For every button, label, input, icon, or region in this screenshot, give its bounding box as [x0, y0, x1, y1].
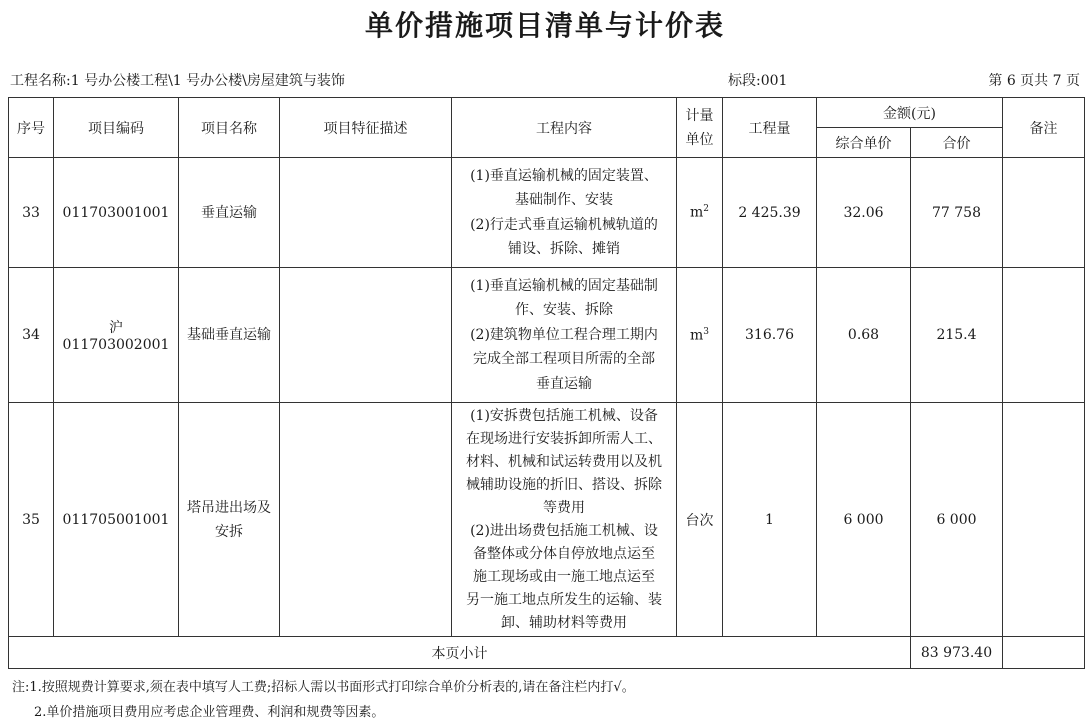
row-code: 沪 011703002001 — [54, 268, 179, 403]
content-line: 械辅助设施的折旧、搭设、拆除 — [466, 476, 662, 493]
row-seq: 33 — [9, 158, 54, 268]
row-remarks — [1003, 268, 1085, 403]
header-code: 项目编码 — [54, 98, 179, 158]
row-seq: 35 — [9, 403, 54, 637]
table-row — [9, 158, 1085, 268]
row-content — [452, 268, 677, 403]
section-label: 标段:001 — [728, 73, 788, 89]
row-unit-price: 6 000 — [817, 403, 911, 637]
table-row — [9, 268, 1085, 403]
row-code: 011705001001 — [54, 403, 179, 637]
note-2: 2.单价措施项目费用应考虑企业管理费、利润和规费等因素。 — [34, 705, 385, 720]
unit-base: m — [689, 327, 704, 344]
subtotal-label: 本页小计 — [9, 637, 911, 669]
unit-superscript: 3 — [703, 326, 709, 337]
content-line: (1)垂直运输机械的固定装置、 — [470, 167, 658, 184]
header-row-1 — [9, 98, 1085, 128]
header-amount: 金额(元) — [817, 98, 1003, 128]
content-line: 完成全部工程项目所需的全部 — [473, 351, 655, 368]
content-line: 施工现场或由一施工地点运至 — [473, 568, 655, 585]
page-number: 第 6 页共 7 页 — [988, 73, 1080, 89]
row-name: 垂直运输 — [179, 158, 280, 268]
row-code: 011703001001 — [54, 158, 179, 268]
header-unit-line1: 计量 — [685, 107, 714, 124]
content-line: 备整体或分体自停放地点运至 — [473, 545, 655, 562]
note-1: 注:1.按照规费计算要求,须在表中填写人工费;招标人需以书面形式打印综合单价分析表的,请在备注栏内打√。 — [12, 680, 635, 695]
row-unit: 台次 — [677, 403, 723, 637]
content-line: 卸、辅助材料等费用 — [501, 614, 627, 631]
header-quantity: 工程量 — [723, 98, 817, 158]
row-unit-price: 0.68 — [817, 268, 911, 403]
unit-superscript: 2 — [703, 204, 709, 215]
content-line: (2)建筑物单位工程合理工期内 — [470, 326, 658, 343]
name-line: 塔吊进出场及 — [187, 499, 271, 516]
content-line: (2)进出场费包括施工机械、设 — [470, 522, 658, 539]
subtotal-row — [9, 637, 1085, 669]
row-unit — [677, 268, 723, 403]
header-unit-price: 综合单价 — [817, 128, 911, 158]
row-remarks — [1003, 158, 1085, 268]
content-line: 材料、机械和试运转费用以及机 — [466, 453, 662, 470]
row-remarks — [1003, 403, 1085, 637]
header-unit-line2: 单位 — [685, 131, 714, 148]
row-total: 77 758 — [911, 158, 1003, 268]
row-unit — [677, 158, 723, 268]
project-name: 工程名称:1 号办公楼工程\1 号办公楼\房屋建筑与装饰 — [10, 73, 345, 89]
header-unit — [677, 98, 723, 158]
row-unit-price: 32.06 — [817, 158, 911, 268]
row-features — [280, 158, 452, 268]
content-line: 铺设、拆除、摊销 — [508, 241, 620, 257]
row-name: 基础垂直运输 — [179, 268, 280, 403]
content-line: 作、安装、拆除 — [515, 302, 613, 319]
name-line: 安拆 — [215, 523, 243, 540]
content-line: 垂直运输 — [536, 375, 592, 392]
header-content: 工程内容 — [452, 98, 677, 158]
table-row — [9, 403, 1085, 637]
row-content — [452, 403, 677, 637]
content-line: (1)垂直运输机械的固定基础制 — [470, 277, 658, 294]
header-name: 项目名称 — [179, 98, 280, 158]
header-total: 合价 — [911, 128, 1003, 158]
content-line: 另一施工地点所发生的运输、装 — [466, 591, 662, 608]
subtotal-total: 83 973.40 — [911, 637, 1003, 669]
unit-base: m — [689, 204, 704, 221]
pricing-table — [8, 97, 1085, 669]
row-total: 215.4 — [911, 268, 1003, 403]
content-line: 在现场进行安装拆卸所需人工、 — [466, 430, 662, 447]
header-features: 项目特征描述 — [280, 98, 452, 158]
content-line: 等费用 — [543, 499, 585, 516]
row-features — [280, 403, 452, 637]
page-title: 单价措施项目清单与计价表 — [364, 9, 725, 42]
row-quantity: 316.76 — [723, 268, 817, 403]
content-line: (1)安拆费包括施工机械、设备 — [470, 407, 658, 424]
row-name — [179, 403, 280, 637]
content-line: 基础制作、安装 — [515, 192, 613, 208]
row-content — [452, 158, 677, 268]
row-quantity: 1 — [723, 403, 817, 637]
row-features — [280, 268, 452, 403]
header-remarks: 备注 — [1003, 98, 1085, 158]
row-seq: 34 — [9, 268, 54, 403]
row-quantity: 2 425.39 — [723, 158, 817, 268]
header-seq: 序号 — [9, 98, 54, 158]
content-line: (2)行走式垂直运输机械轨道的 — [470, 216, 658, 233]
subtotal-remarks — [1003, 637, 1085, 669]
row-total: 6 000 — [911, 403, 1003, 637]
